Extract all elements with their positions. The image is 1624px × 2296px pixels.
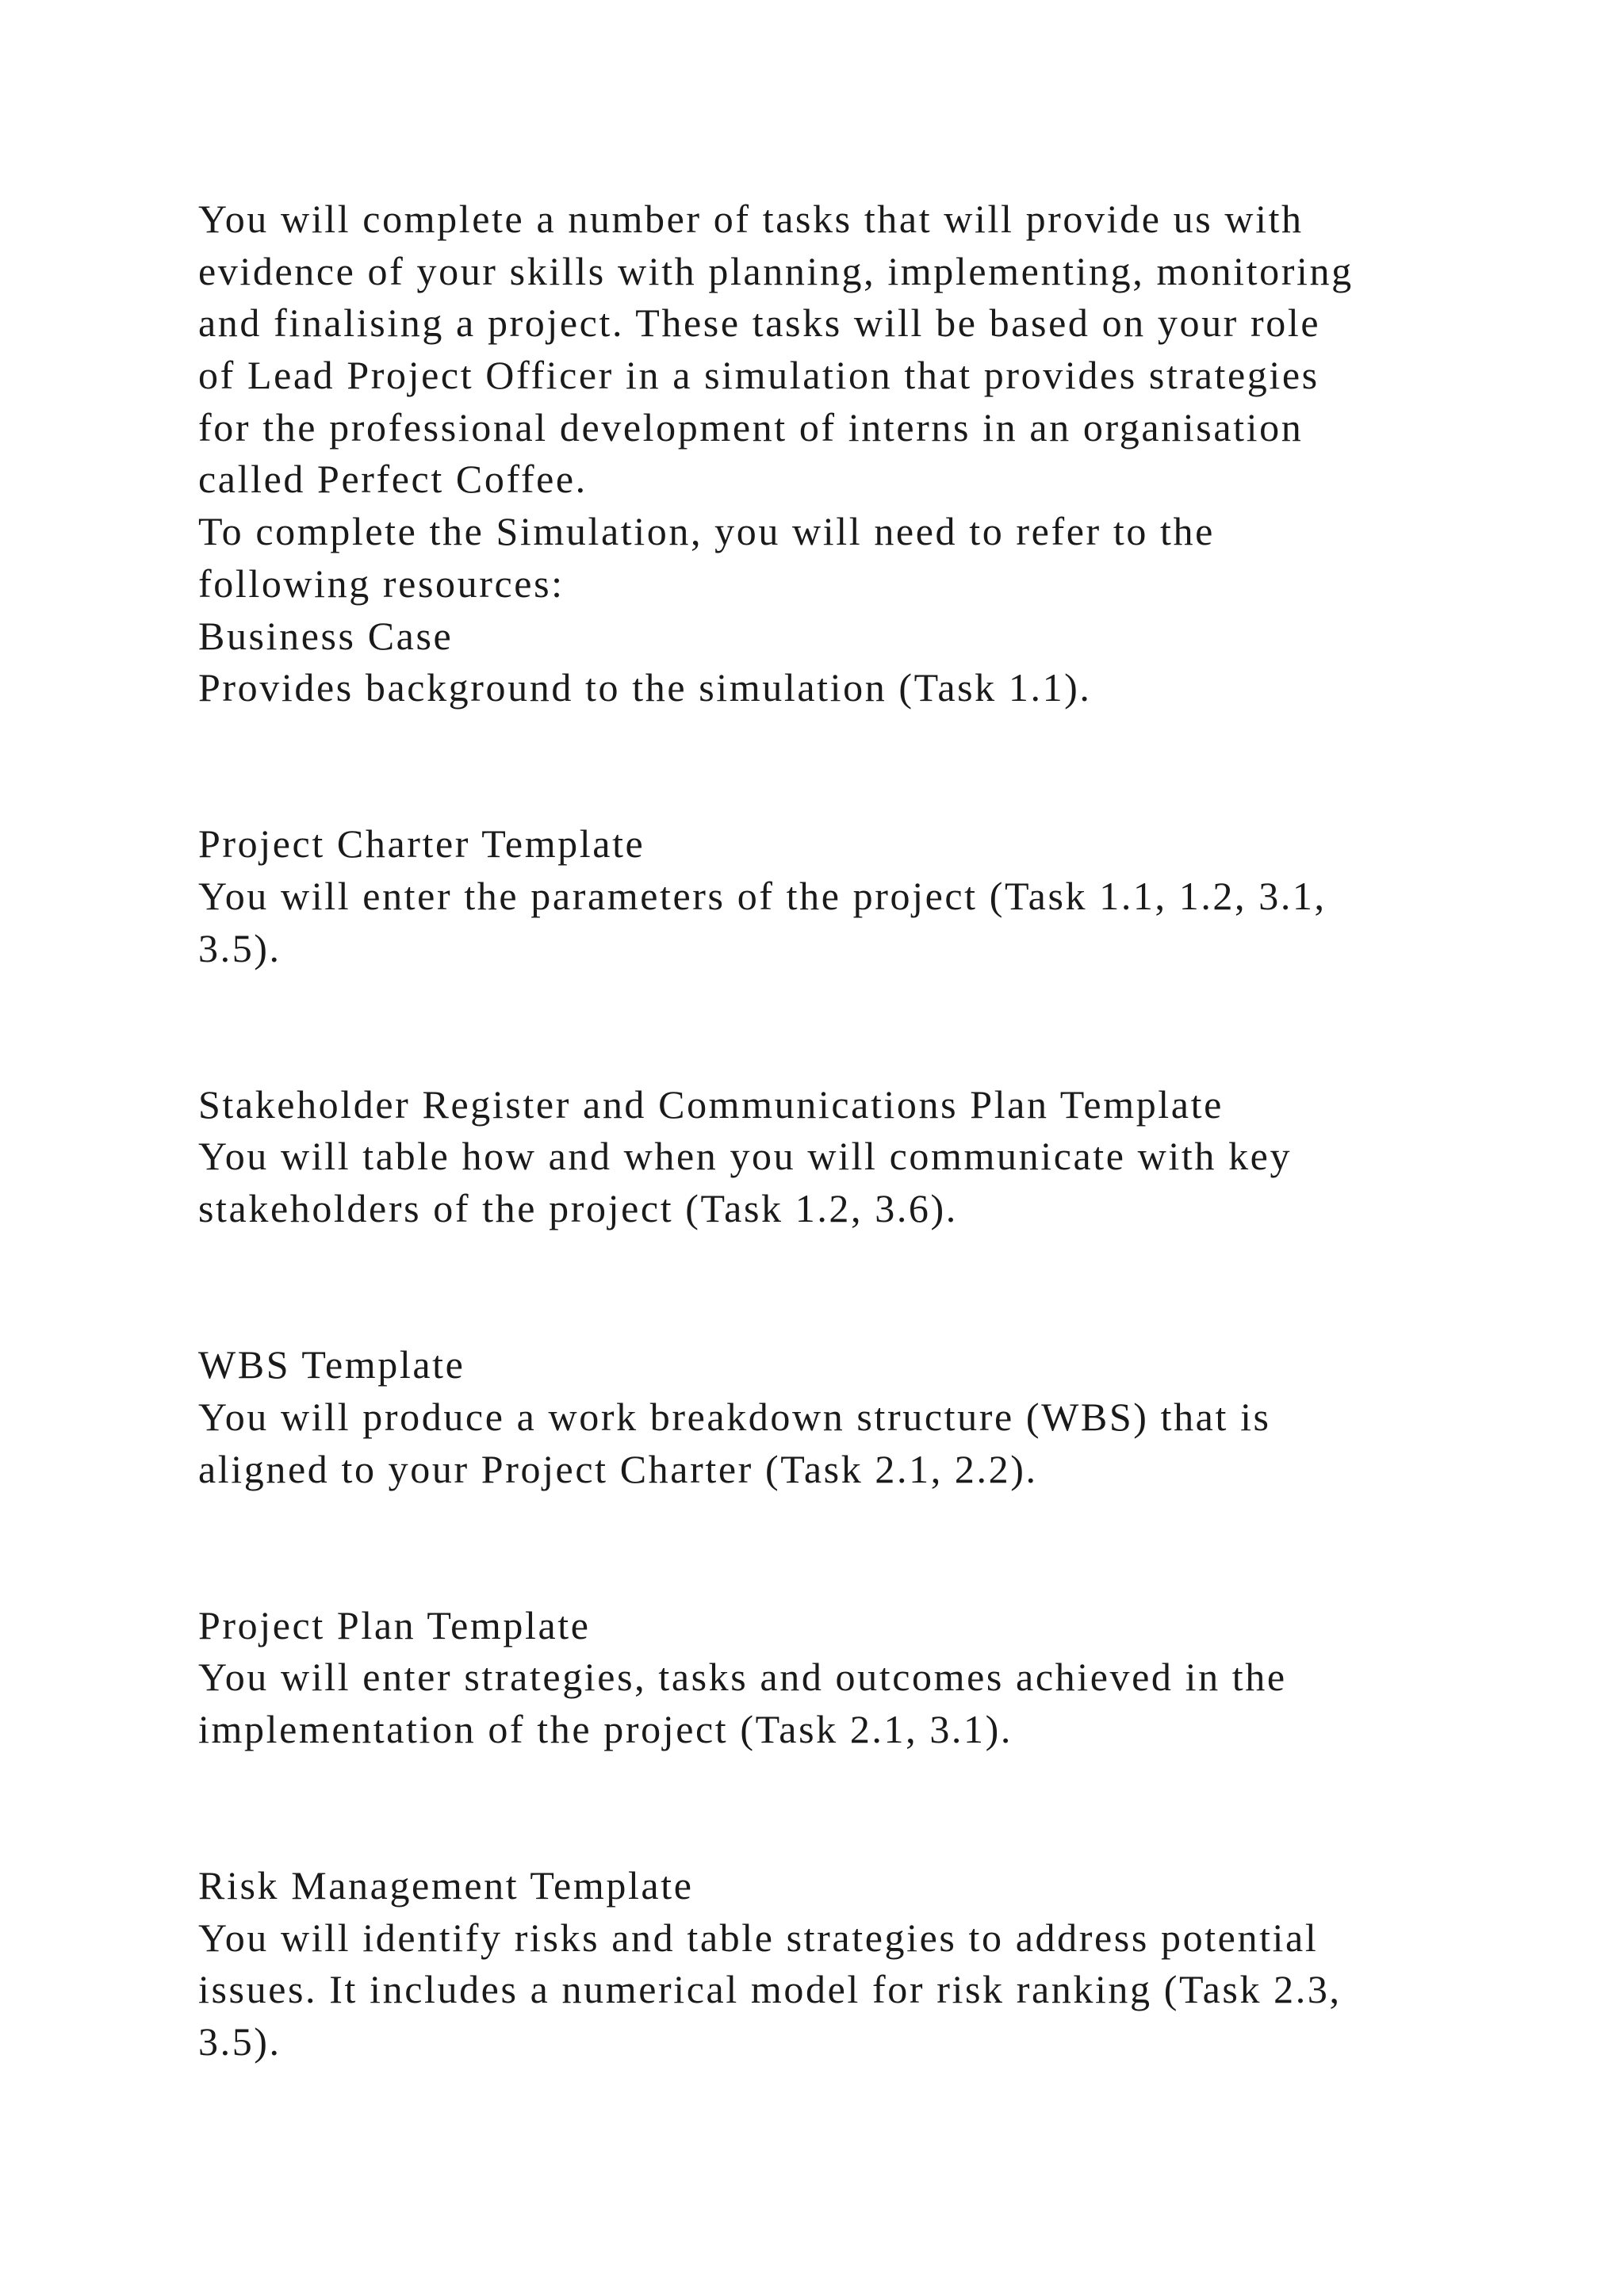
resource-description: You will enter strategies, tasks and outcomes achieved in the — [198, 1655, 1287, 1700]
body-line: following resources: — [198, 561, 565, 606]
blank-line — [198, 1808, 1546, 1860]
body-line: called Perfect Coffee. — [198, 457, 588, 502]
resource-description: aligned to your Project Charter (Task 2.1, 2.2). — [198, 1446, 1038, 1491]
blank-line — [198, 1495, 1546, 1548]
resource-description: issues. It includes a numerical model for risk ranking (Task 2.3, — [198, 1967, 1342, 2012]
blank-line — [198, 1235, 1546, 1288]
body-line: and finalising a project. These tasks will be based on your role — [198, 300, 1321, 346]
body-line: for the professional development of interns in an organisation — [198, 404, 1304, 450]
resource-heading-project-charter: Project Charter Template — [198, 821, 645, 867]
resource-description: Provides background to the simulation (Task 1.1). — [198, 665, 1092, 710]
resource-heading-wbs: WBS Template — [198, 1342, 465, 1387]
resource-heading-project-plan: Project Plan Template — [198, 1602, 591, 1647]
resource-description: implementation of the project (Task 2.1, 3.1). — [198, 1706, 1013, 1751]
resource-description: 3.5). — [198, 2019, 282, 2064]
blank-line — [198, 1287, 1546, 1339]
resource-description: You will table how and when you will communicate with key — [198, 1134, 1293, 1179]
blank-line — [198, 974, 1546, 1027]
blank-line — [198, 1756, 1546, 1808]
resource-description: stakeholders of the project (Task 1.2, 3.6). — [198, 1186, 958, 1231]
body-line: of Lead Project Officer in a simulation that provides strategies — [198, 353, 1320, 398]
resource-heading-business-case: Business Case — [198, 613, 454, 658]
resource-heading-stakeholder-register: Stakeholder Register and Communications Plan Template — [198, 1081, 1224, 1127]
document-body — [198, 193, 1546, 2068]
blank-line — [198, 1027, 1546, 1079]
blank-line — [198, 767, 1546, 819]
resource-description: 3.5). — [198, 925, 282, 970]
body-line: To complete the Simulation, you will need to refer to the — [198, 509, 1215, 554]
body-line: You will complete a number of tasks that will provide us with — [198, 197, 1304, 241]
resource-description: You will produce a work breakdown structure (WBS) that is — [198, 1394, 1271, 1439]
resource-description: You will enter the parameters of the project (Task 1.1, 1.2, 3.1, — [198, 873, 1327, 918]
resource-description: You will identify risks and table strategies to address potential — [198, 1915, 1319, 1960]
body-line: evidence of your skills with planning, implementing, monitoring — [198, 248, 1354, 293]
blank-line — [198, 1548, 1546, 1600]
blank-line — [198, 714, 1546, 767]
resource-heading-risk-management: Risk Management Template — [198, 1863, 694, 1908]
